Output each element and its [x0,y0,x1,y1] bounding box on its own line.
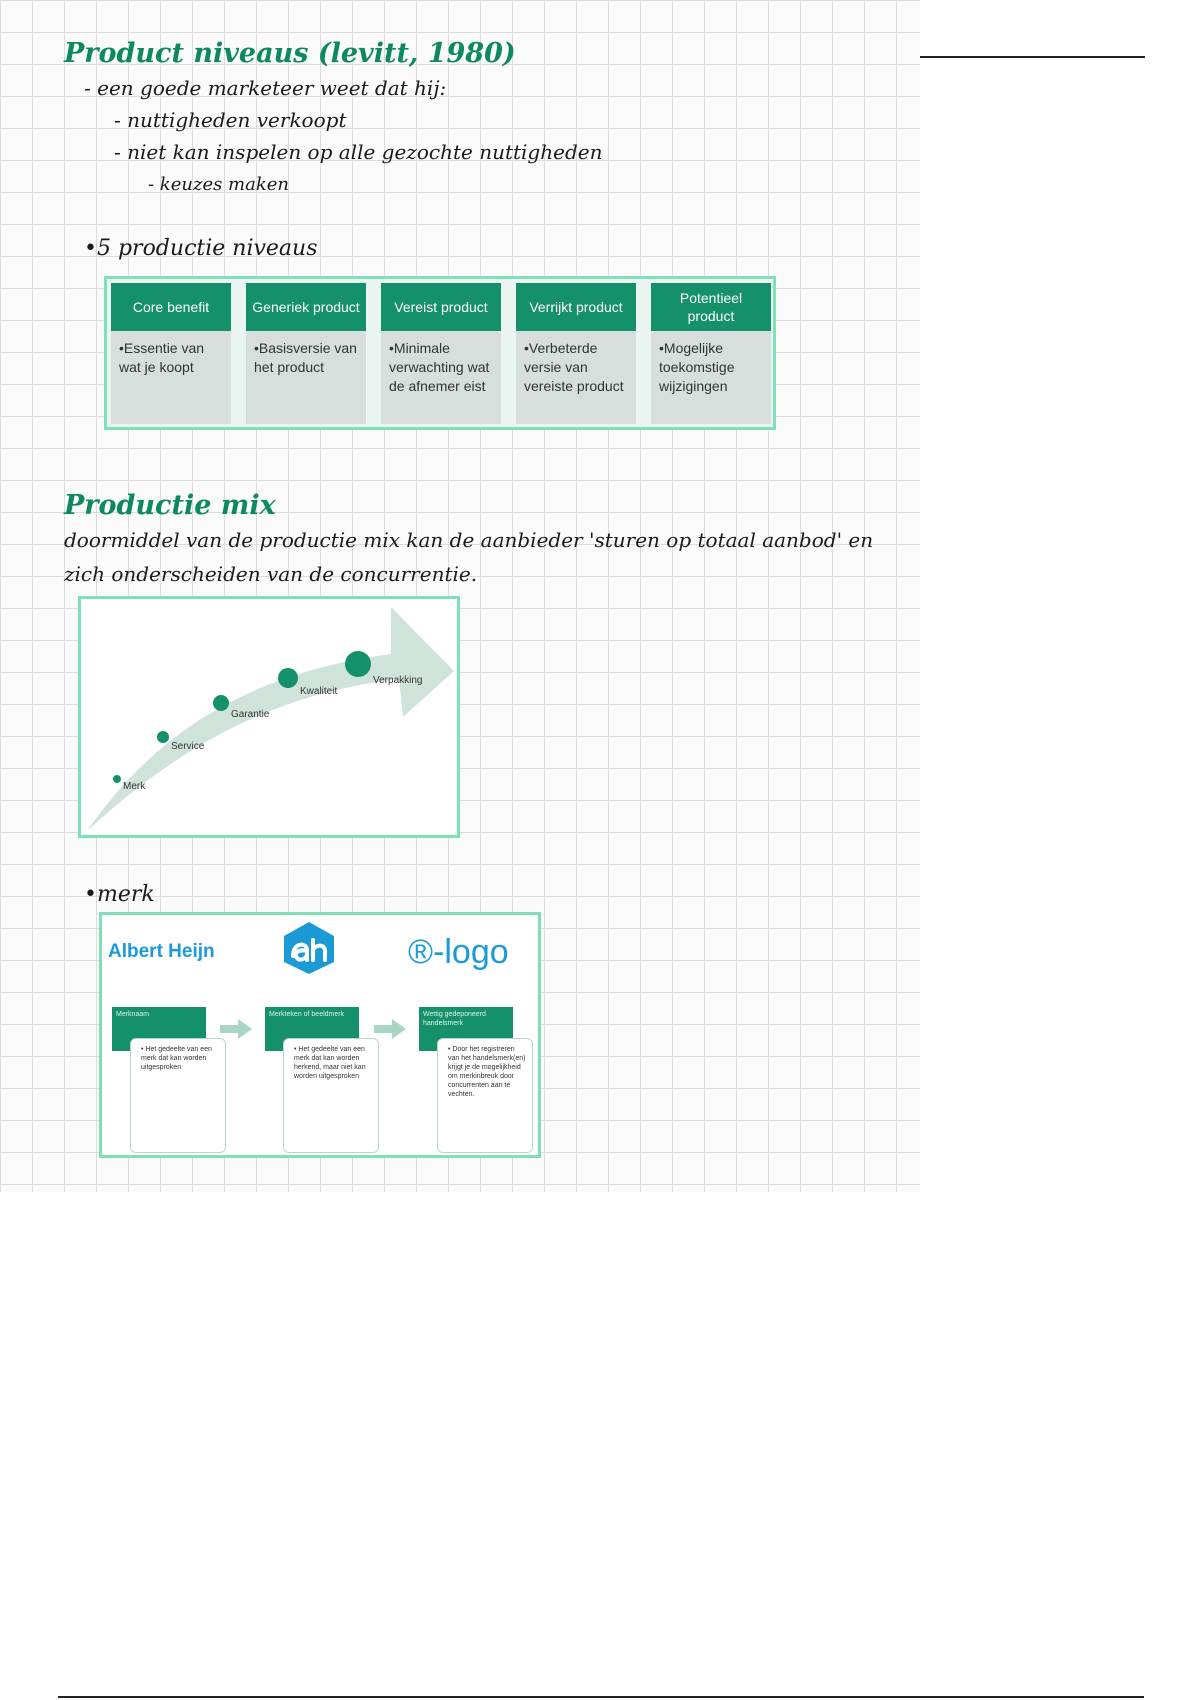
growth-arrow-icon [87,607,454,831]
level-column [246,283,366,424]
level-column [111,283,231,424]
step-title: Merkteken of beeldmerk [265,1007,359,1051]
mix-point-label: Service [171,741,205,752]
step-arrow-icon [220,1019,252,1039]
level-description: •Verbeterde versie van vereiste product [516,331,636,424]
top-rule [920,56,1145,58]
ah-logo-icon [280,920,338,976]
step-description: • Door het registreren van het handelsmerk(en) krijgt je de mogelijkheid om merkinbreuk door concurrenten aan te vechten. [437,1038,533,1153]
product-levels-table [104,276,776,430]
level-column [381,283,501,424]
step-description: • Het gedeelte van een merk dat kan worden uitgesproken [130,1038,226,1153]
step-description: • Het gedeelte van een merk dat kan worden herkend, maar niet kan worden uitgesproken [283,1038,379,1153]
mix-point-label: Merk [123,781,146,792]
heading-product-levels: Product niveaus (levitt, 1980) [64,38,516,69]
mix-point-label: Garantie [231,709,270,720]
product-mix-diagram [78,596,460,838]
level-column [651,283,771,424]
mix-point-marker [278,668,298,688]
registered-logo-label: ®-logo [408,933,509,971]
mix-point-marker [345,651,371,677]
level-title: Generiek product [246,283,366,331]
mix-point-marker [213,695,229,711]
product-mix-arrow-chart [81,599,457,835]
heading-product-mix: Productie mix [64,490,276,521]
bullet-merk: •merk [84,882,155,907]
bottom-rule [58,1696,1144,1698]
level-description: •Minimale verwachting wat de afnemer eist [381,331,501,424]
step-arrow-icon [374,1019,406,1039]
level-title: Vereist product [381,283,501,331]
note-line-1: - een goede marketeer weet dat hij: [84,76,447,100]
level-column [516,283,636,424]
level-title: Potentieel product [651,283,771,331]
level-description: •Essentie van wat je koopt [111,331,231,424]
merk-card [99,912,541,1158]
mix-text-line-2: zich onderscheiden van de concurrentie. [64,562,478,586]
brand-name: Albert Heijn [108,941,215,962]
note-line-2: - nuttigheden verkoopt [114,108,347,132]
level-title: Verrijkt product [516,283,636,331]
note-line-4: - keuzes maken [148,174,290,195]
mix-point-marker [113,775,121,783]
level-description: •Mogelijke toekomstige wijzigingen [651,331,771,424]
step-title: Wettig gedeponeerd handelsmerk [419,1007,513,1051]
mix-point-label: Verpakking [373,675,423,686]
bullet-product-levels: •5 productie niveaus [84,236,318,261]
mix-point-marker [157,731,169,743]
level-description: •Basisversie van het product [246,331,366,424]
mix-text-line-1: doormiddel van de productie mix kan de aanbieder 'sturen op totaal aanbod' en [64,528,874,552]
step-title: Merknaam [112,1007,206,1051]
note-line-3: - niet kan inspelen op alle gezochte nuttigheden [114,140,603,164]
level-title: Core benefit [111,283,231,331]
mix-point-label: Kwaliteit [300,686,338,697]
